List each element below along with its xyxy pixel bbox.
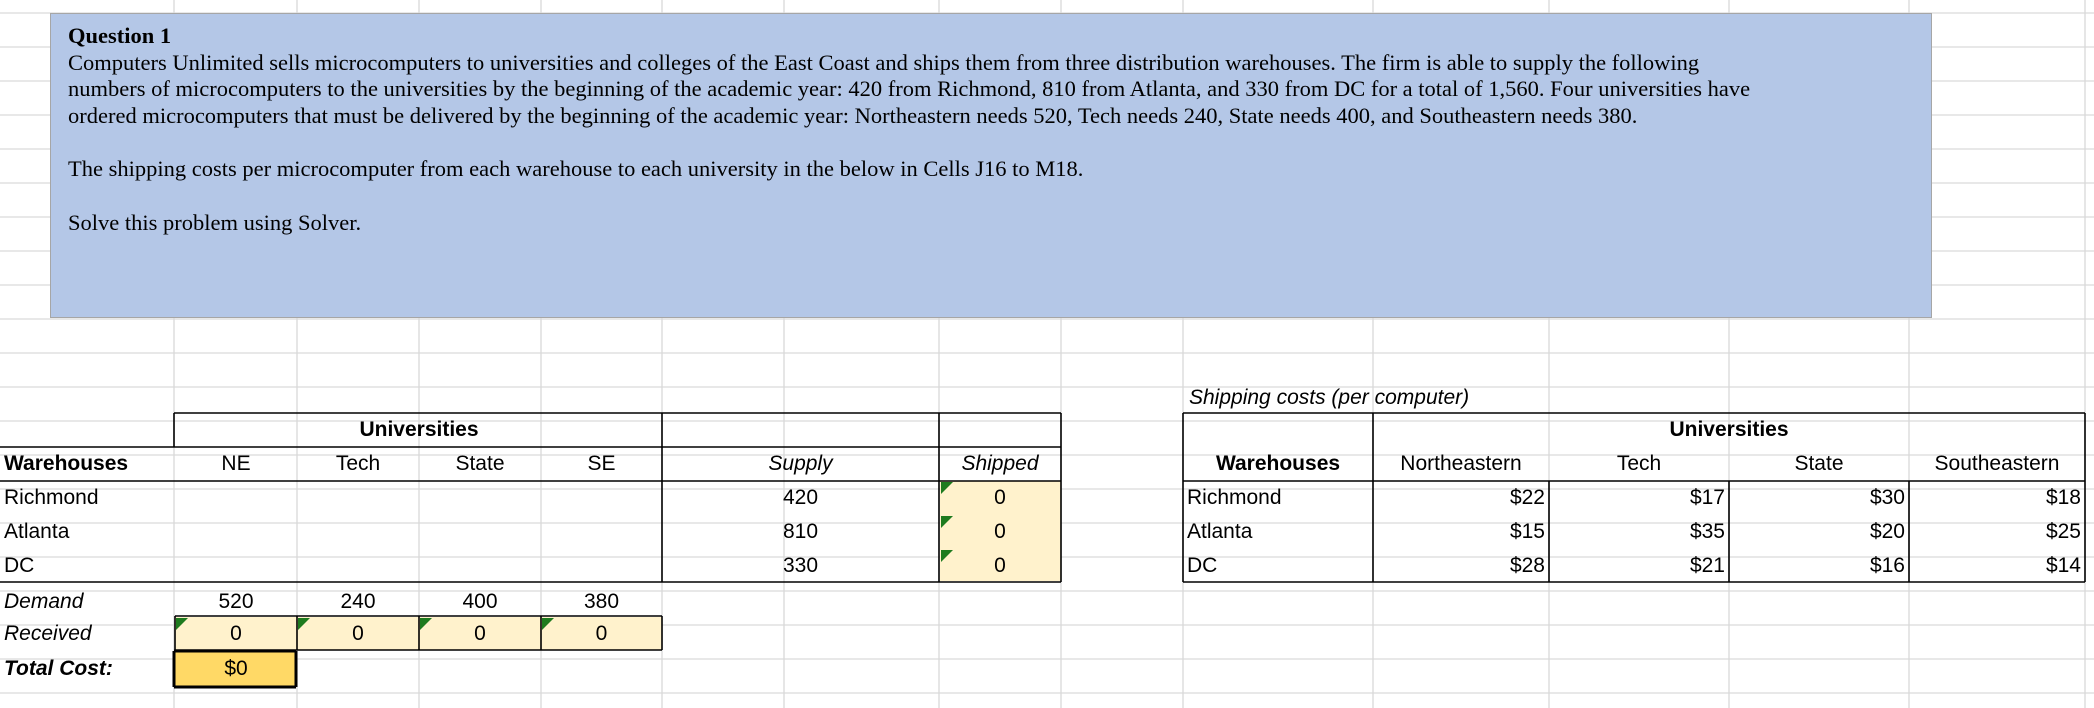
- costs-column-northeastern[interactable]: Northeastern: [1400, 452, 1522, 475]
- total-cost-label[interactable]: Total Cost:: [4, 657, 113, 680]
- cost-cell-richmond-tech[interactable]: $17: [1689, 486, 1725, 509]
- shipped-cell-atlanta[interactable]: 0: [994, 520, 1006, 543]
- shipped-cell-dc[interactable]: 0: [994, 554, 1006, 577]
- costs-row-label-dc[interactable]: DC: [1187, 554, 1218, 577]
- received-cell-se[interactable]: 0: [595, 622, 608, 645]
- supply-cell-richmond[interactable]: 420: [782, 486, 819, 509]
- solver-note: Solve this problem using Solver.: [68, 209, 362, 235]
- received-cell-state[interactable]: 0: [474, 622, 486, 645]
- demand-cell-se[interactable]: 380: [583, 590, 620, 613]
- warehouse-label-richmond[interactable]: Richmond: [4, 486, 99, 509]
- total-cost-cell[interactable]: $0: [224, 657, 248, 680]
- question-line-3: ordered microcomputers that must be delivered by the beginning of the academic year: Northeastern needs 520, Tech needs 240, State needs 400, and Southeastern needs 380.: [68, 102, 1638, 128]
- cost-cell-atlanta-southeastern[interactable]: $25: [2045, 520, 2081, 543]
- demand-cell-ne[interactable]: 520: [218, 590, 254, 613]
- warehouse-label-dc[interactable]: DC: [4, 554, 35, 577]
- question-line-1: Computers Unlimited sells microcomputers to universities and colleges of the East Coast and ships them from three distribution warehouses. The firm is able to supply the following: [68, 49, 1700, 75]
- demand-cell-state[interactable]: 400: [462, 590, 498, 613]
- costs-column-state[interactable]: State: [1794, 452, 1844, 475]
- shipping-costs-caption[interactable]: Shipping costs (per computer): [1189, 386, 1470, 409]
- received-cell-ne[interactable]: 0: [230, 622, 242, 645]
- costs-column-tech[interactable]: Tech: [1616, 452, 1662, 475]
- costs-row-label-richmond[interactable]: Richmond: [1187, 486, 1282, 509]
- cost-cell-richmond-state[interactable]: $30: [1869, 486, 1905, 509]
- warehouse-label-atlanta[interactable]: Atlanta: [4, 520, 70, 543]
- column-header-state[interactable]: State: [455, 452, 505, 475]
- costs-warehouses-header[interactable]: Warehouses: [1215, 452, 1341, 475]
- cost-cell-richmond-southeastern[interactable]: $18: [2045, 486, 2081, 509]
- costs-universities-header: Universities: [1669, 418, 1789, 441]
- shipped-cell-richmond[interactable]: 0: [994, 486, 1006, 509]
- demand-label[interactable]: Demand: [4, 590, 84, 613]
- shipping-note: The shipping costs per microcomputer from each warehouse to each university in the below in Cells J16 to M18.: [68, 156, 1084, 181]
- universities-header: Universities: [359, 418, 479, 441]
- warehouses-header: Warehouses: [4, 452, 129, 475]
- question-line-2: numbers of microcomputers to the universities by the beginning of the academic year: 420 from Richmond, 810 from Atlanta, and 330 from DC for a total of 1,560. Four universities have: [68, 76, 1751, 101]
- column-header-ne[interactable]: NE: [221, 452, 251, 475]
- cost-cell-atlanta-state[interactable]: $20: [1869, 520, 1905, 543]
- question-title: Question 1: [68, 23, 172, 48]
- received-label[interactable]: Received: [4, 622, 92, 645]
- column-header-se[interactable]: SE: [587, 452, 616, 475]
- supply-cell-dc[interactable]: 330: [782, 554, 819, 577]
- cost-cell-atlanta-northeastern[interactable]: $15: [1509, 520, 1545, 543]
- cost-cell-atlanta-tech[interactable]: $35: [1689, 520, 1725, 543]
- supply-header[interactable]: Supply: [768, 452, 833, 475]
- received-cell-tech[interactable]: 0: [352, 622, 364, 645]
- cost-cell-dc-tech[interactable]: $21: [1689, 554, 1725, 577]
- supply-cell-atlanta[interactable]: 810: [782, 520, 819, 543]
- cost-cell-dc-northeastern[interactable]: $28: [1509, 554, 1545, 577]
- costs-column-southeastern[interactable]: Southeastern: [1934, 452, 2060, 475]
- costs-row-label-atlanta[interactable]: Atlanta: [1187, 520, 1253, 543]
- cost-cell-richmond-northeastern[interactable]: $22: [1509, 486, 1545, 509]
- cost-cell-dc-southeastern[interactable]: $14: [2045, 554, 2081, 577]
- demand-cell-tech[interactable]: 240: [340, 590, 376, 613]
- column-header-tech[interactable]: Tech: [335, 452, 381, 475]
- cost-cell-dc-state[interactable]: $16: [1869, 554, 1905, 577]
- shipped-header[interactable]: Shipped: [961, 452, 1039, 475]
